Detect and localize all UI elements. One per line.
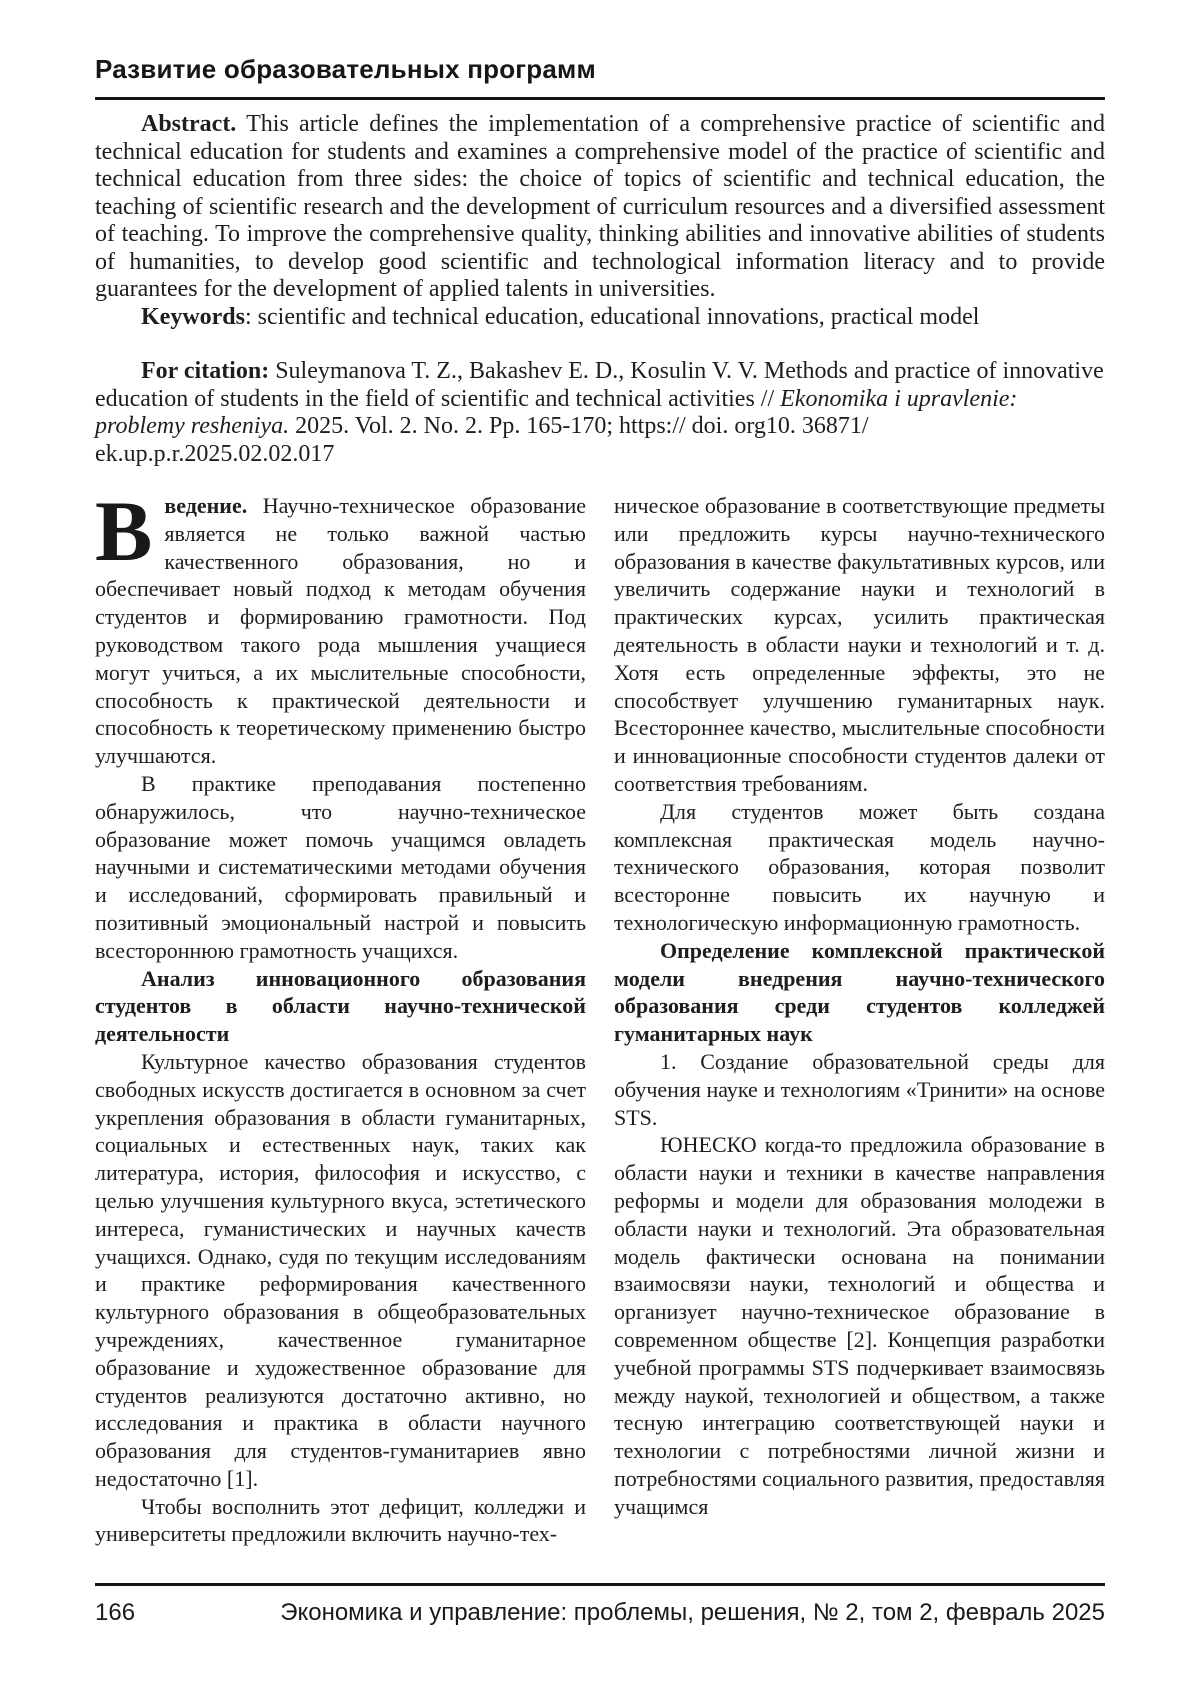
keywords-paragraph bbox=[95, 304, 1105, 332]
body-paragraph-continuation: ническое образование в соответствующие предметы или предложить курсы научно-технического образования в качестве факультативных курсов, или увеличить содержание науки и технологий в практических курсах, усилить практическая деятельность в области науки и технологий и т. д. Хотя есть определенные эффекты, это не способствует улучшению гуманитарных наук. Всестороннее качество, мыслительные способности и инновационные способности студентов далеки от соответствия требованиям. bbox=[614, 493, 1105, 796]
abstract-paragraph bbox=[95, 111, 1105, 304]
intro-paragraph bbox=[95, 483, 586, 770]
keywords-text: : scientific and technical education, educational innovations, practical model bbox=[245, 303, 980, 330]
page-footer bbox=[95, 1570, 1105, 1627]
body-paragraph: В практике преподавания постепенно обнаружилось, что научно-техническое образование может помочь учащимся овладеть научными и систематическими методами обучения и исследований, сформировать правильный и позитивный эмоциональный настрой и повысить всестороннюю грамотность учащихся. bbox=[95, 770, 586, 963]
article-body bbox=[95, 483, 1105, 1548]
footer-rule bbox=[95, 1583, 1105, 1586]
citation-authors: Suleymanova T. Z., Bakashev E. D., Kosulin V. V. Methods and practice of innovative education of students in the field of scientific and technical activities // bbox=[95, 358, 1104, 412]
running-head-title: Развитие образовательных программ bbox=[95, 54, 596, 84]
citation-source-italic: Ekonomika i upravlenie: problemy resheniya. bbox=[95, 385, 1018, 439]
journal-line: Экономика и управление: проблемы, решения, № 2, том 2, февраль 2025 bbox=[280, 1599, 1105, 1626]
body-paragraph: Чтобы восполнить этот дефицит, колледжи и университеты предложили включить научно-тех- bbox=[95, 1493, 586, 1547]
keywords-label: Keywords bbox=[141, 303, 245, 330]
citation-section bbox=[95, 358, 1105, 468]
abstract-section bbox=[95, 111, 1105, 331]
page-number: 166 bbox=[95, 1599, 136, 1626]
header-rule bbox=[95, 97, 1105, 100]
left-column bbox=[95, 483, 586, 1548]
right-column bbox=[614, 492, 1105, 1548]
body-paragraph: Для студентов может быть создана комплексная практическая модель научно-технического образования, которая позволит всесторонне повысить их научную и технологическую информационную грамотность. bbox=[614, 798, 1105, 935]
section-heading: Анализ инновационного образования студентов в области научно-технической деятельности bbox=[95, 965, 586, 1047]
body-paragraph: 1. Создание образовательной среды для обучения науке и технологиям «Тринити» на основе STS. bbox=[614, 1048, 1105, 1130]
abstract-label: Abstract. bbox=[141, 111, 237, 137]
abstract-text: This article defines the implementation of a comprehensive practice of scientific and technical education for students and examines a comprehensive model of the practice of scientific and technical education from three sides: the choice of topics of scientific and technical education, the teaching of scientific research and the development of curriculum resources and a diversified assessment of teaching. To improve the comprehensive quality, thinking abilities and innovative abilities of students of humanities, to develop good scientific and technological information literacy and to provide guarantees for the development of applied talents in universities. bbox=[95, 111, 1105, 302]
body-paragraph: Культурное качество образования студентов свободных искусств достигается в основном за счет укрепления образования в области гуманитарных, социальных и естественных наук, таких как литература, история, философия и искусство, с целью улучшения культурного вкуса, эстетического интереса, гуманистических и научных качеств учащихся. Однако, судя по текущим исследованиям и практике реформирования качественного культурного образования в общеобразовательных учреждениях, качественное гуманитарное образование и художественное образование для студентов реализуются достаточно активно, но исследования и практика в области научного образования для студентов-гуманитариев явно недостаточно [1]. bbox=[95, 1048, 586, 1491]
citation-paragraph bbox=[95, 358, 1105, 468]
body-paragraph: ЮНЕСКО когда-то предложила образование в области науки и техники в качестве направления реформы и модели для образования молодежи в области науки и технологий. Эта образовательная модель фактически основана на понимании взаимосвязи науки, технологий и общества и организует научно-техническое образование в современном обществе [2]. Концепция разработки учебной программы STS подчеркивает взаимосвязь между наукой, технологией и обществом, а также тесную интеграцию соответствующей науки и технологии с потребностями личной жизни и потребностями социального развития, предоставляя учащимся bbox=[614, 1132, 1105, 1519]
intro-lead: ведение. bbox=[164, 493, 248, 518]
citation-label: For citation: bbox=[141, 358, 270, 384]
page-header bbox=[95, 0, 1105, 100]
drop-cap: В bbox=[95, 483, 153, 579]
citation-tail: 2025. Vol. 2. No. 2. Pp. 165-170; https:// doi. org10. 36871/ ek.up.p.r.2025.02.02.017 bbox=[95, 413, 869, 467]
section-heading: Определение комплексной практической модели внедрения научно-технического образования среди студентов колледжей гуманитарных наук bbox=[614, 937, 1105, 1047]
intro-text: Научно-техническое образование является не только важной частью качественного образования, но и обеспечивает новый подход к методам обучения студентов и формированию грамотности. Под руководством такого рода мышления учащиеся могут учиться, а их мыслительные способности, способность к практической деятельности и способность к теоретическому применению быстро улучшаются. bbox=[95, 493, 586, 769]
